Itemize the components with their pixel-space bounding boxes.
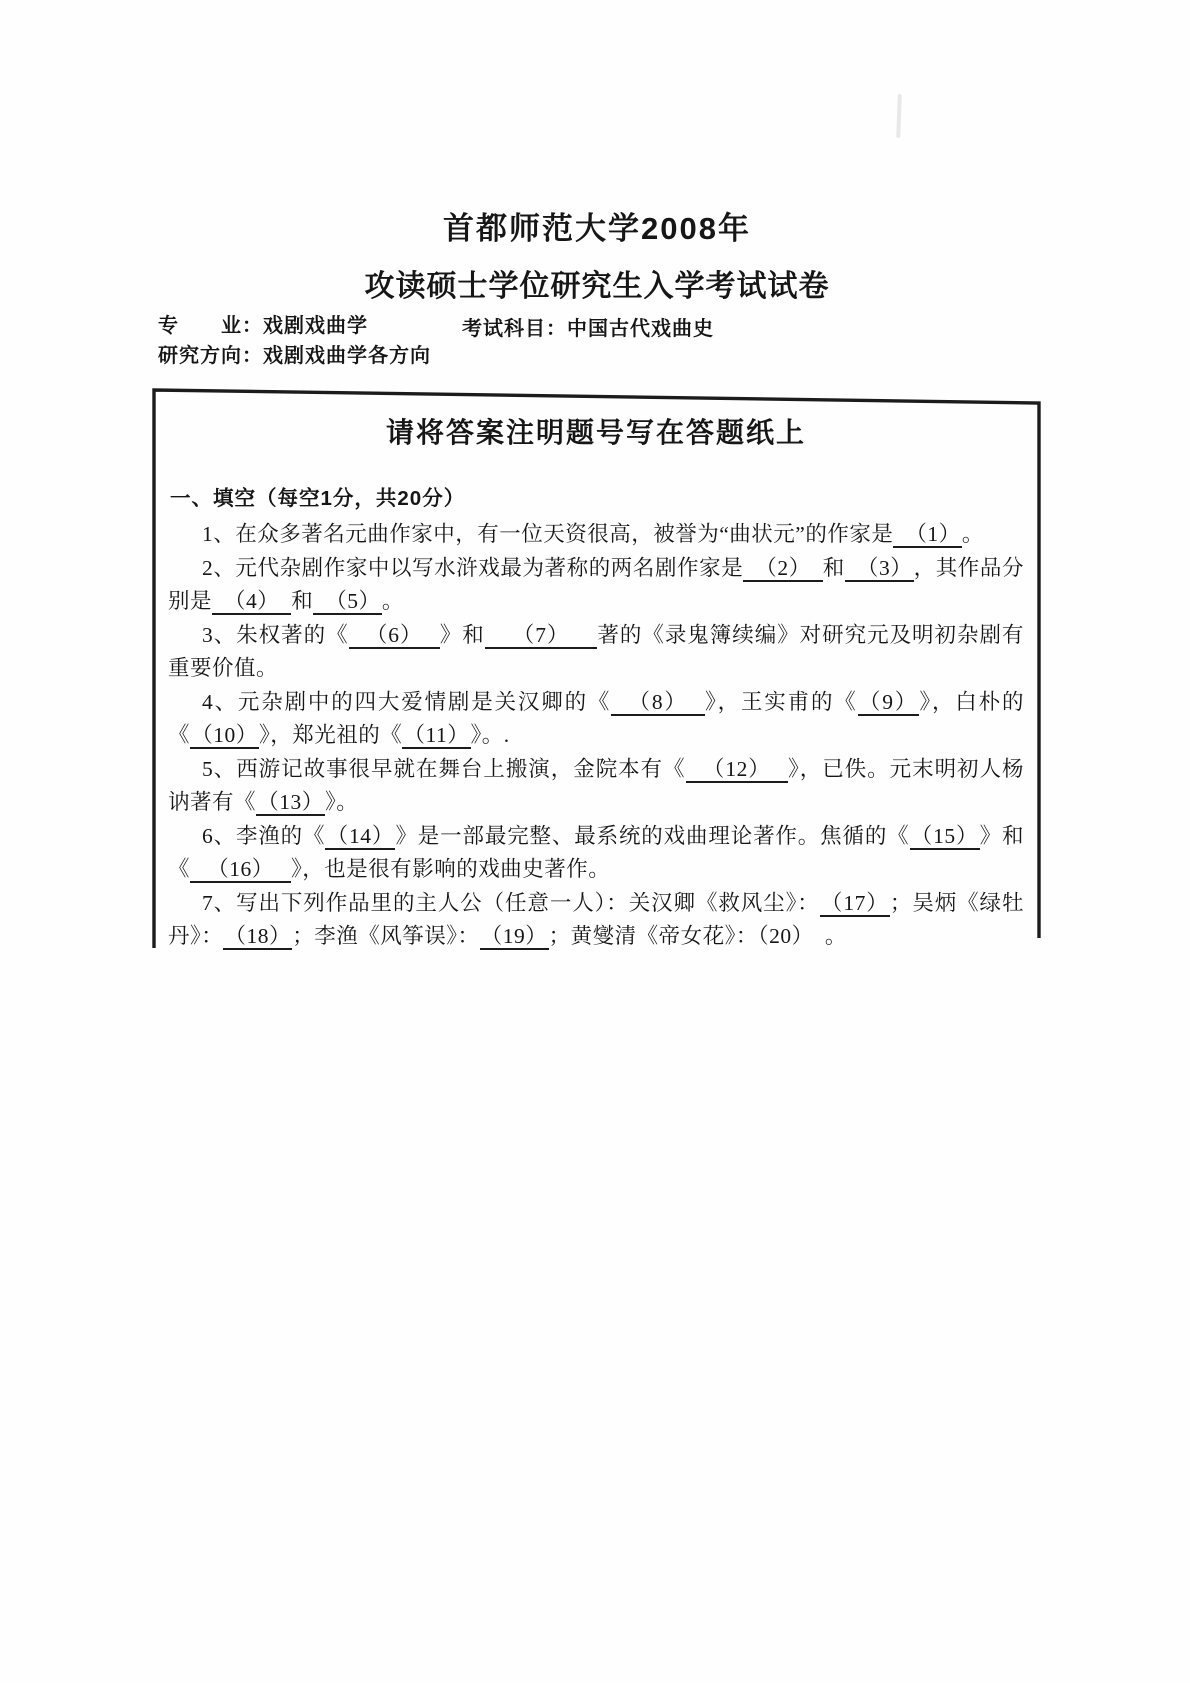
exam-title: 首都师范大学2008年	[443, 211, 751, 246]
answer-blank-7: （7）	[485, 623, 598, 649]
question-4: 4、元杂剧中的四大爱情剧是关汉卿的《 （8） 》，王实甫的《 （9） 》，白朴的《 （10） 》，郑光祖的《 （11） 》。.	[168, 689, 1024, 747]
answer-blank-3: （3）	[845, 556, 914, 582]
answer-rule-box	[152, 386, 1042, 961]
answer-blank-13: （13）	[256, 790, 325, 816]
scan-artifact	[896, 94, 902, 138]
answer-blank-10: （10）	[190, 723, 259, 749]
subject-value: 中国古代戏曲史	[567, 318, 714, 340]
answer-blank-12: （12）	[686, 757, 788, 783]
exam-subtitle: 攻读硕士学位研究生入学考试试卷	[364, 270, 830, 303]
subject-label: 考试科目：	[462, 318, 567, 340]
answer-blank-6: （6）	[349, 623, 440, 649]
direction-line	[158, 339, 431, 368]
question-list	[168, 518, 1024, 954]
answer-blank-19: （19）	[480, 924, 549, 950]
answer-blank-18: （18）	[223, 924, 292, 950]
answer-blank-9: （9）	[858, 690, 920, 716]
direction-label: 研究方向：	[158, 345, 263, 367]
answer-blank-15: （15）	[910, 824, 980, 850]
answer-blank-4: （4）	[212, 589, 291, 615]
direction-value: 戏剧戏曲学各方向	[263, 345, 431, 367]
major-value: 戏剧戏曲学	[263, 315, 368, 337]
question-1: 1、在众多著名元曲作家中，有一位天资很高，被誉为“曲状元”的作家是 （1） 。	[202, 522, 984, 546]
section-heading: 一、填空（每空1分，共20分）	[170, 487, 466, 510]
rule-box-content	[168, 402, 1024, 954]
answer-blank-11: （11）	[402, 723, 470, 749]
question-5: 5、西游记故事很早就在舞台上搬演，金院本有《 （12） 》，已佚。元末明初人杨讷著有《 （13） 》。	[168, 756, 1024, 814]
answer-sheet-notice: 请将答案注明题号写在答题纸上	[385, 417, 806, 448]
answer-blank-2: （2）	[743, 556, 823, 582]
answer-blank-1: （1）	[893, 522, 962, 548]
subject-line	[462, 312, 714, 341]
answer-blank-14: （14）	[325, 824, 395, 850]
answer-blank-16: （16）	[190, 857, 291, 883]
answer-blank-17: （17）	[820, 891, 890, 917]
question-2: 2、元代杂剧作家中以写水浒戏最为著称的两名剧作家是 （2） 和 （3） ，其作品分别是 （4） 和 （5） 。	[168, 555, 1024, 613]
question-7: 7、写出下列作品里的主人公（任意一人）：关汉卿《救风尘》： （17） ；吴炳《绿牡丹》： （18） ；李渔《风筝误》： （19） ；黄燮清《帝女花》：（20） 。	[168, 890, 1024, 948]
question-3: 3、朱权著的《 （6） 》和 （7） 著的《录鬼簿续编》对研究元及明初杂剧有重要价值。	[168, 622, 1024, 680]
answer-blank-5: （5）	[313, 589, 382, 615]
answer-blank-8: （8）	[611, 690, 705, 716]
major-line	[158, 309, 368, 338]
major-label: 专 业：	[158, 315, 263, 337]
question-6: 6、李渔的《 （14） 》是一部最完整、最系统的戏曲理论著作。焦循的《 （15） 》和《 （16） 》，也是很有影响的戏曲史著作。	[168, 823, 1024, 881]
